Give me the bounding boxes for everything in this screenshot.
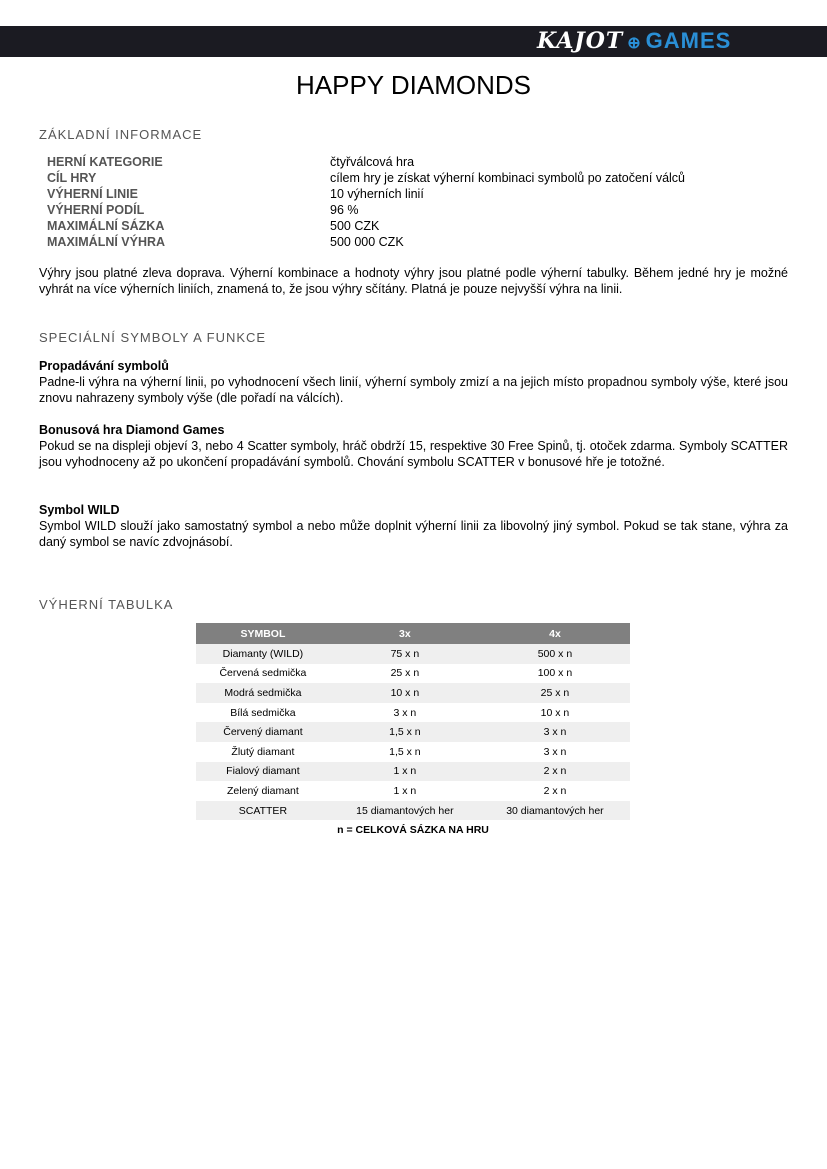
item-title: Bonusová hra Diamond Games bbox=[39, 423, 225, 437]
column-header: 3x bbox=[330, 623, 480, 644]
table-cell: 1,5 x n bbox=[330, 722, 480, 742]
info-row bbox=[47, 170, 685, 186]
table-row bbox=[196, 703, 630, 723]
paytable-note: n = CELKOVÁ SÁZKA NA HRU bbox=[337, 824, 489, 836]
table-cell: 10 x n bbox=[540, 706, 570, 719]
special-item bbox=[39, 358, 788, 406]
globe-icon: ⊕ bbox=[627, 35, 642, 52]
info-label: MAXIMÁLNÍ SÁZKA bbox=[47, 219, 165, 233]
special-item bbox=[39, 502, 788, 550]
table-row bbox=[196, 644, 630, 664]
table-cell: 1 x n bbox=[330, 762, 480, 782]
info-row bbox=[47, 154, 685, 170]
table-cell: Červený diamant bbox=[196, 722, 330, 742]
table-row bbox=[196, 762, 630, 782]
table-cell: 1 x n bbox=[393, 784, 417, 797]
table-cell: Fialový diamant bbox=[196, 762, 330, 782]
table-row bbox=[196, 664, 630, 684]
header-bar bbox=[0, 26, 827, 57]
table-cell: 500 x n bbox=[480, 644, 630, 664]
item-text: Pokud se na displeji objeví 3, nebo 4 Scatter symboly, hráč obdrží 15, respektive 30 Free Spinů, tj. otoček zdarma. Symboly SCATTER jsou vyhodnoceny až po ukončení propadávání symbolů. Chování symbolu SCATTER v bonusové hře je totožné. bbox=[39, 439, 788, 469]
item-text: Symbol WILD slouží jako samostatný symbol a nebo může doplnit výherní linii za libovolný jiný symbol. Pokud se tak stane, výhra za daný symbol se navíc zdvojnásobí. bbox=[39, 519, 788, 549]
info-value: cílem hry je získat výherní kombinaci symbolů po zatočení válců bbox=[330, 171, 686, 185]
info-label: CÍL HRY bbox=[47, 171, 97, 185]
table-cell: 75 x n bbox=[330, 644, 480, 664]
table-cell: Žlutý diamant bbox=[231, 745, 295, 758]
info-row bbox=[47, 234, 685, 250]
page-title: HAPPY DIAMONDS bbox=[295, 70, 531, 100]
table-cell: 10 x n bbox=[330, 683, 480, 703]
table-cell: 3 x n bbox=[393, 706, 417, 719]
info-value: 96 % bbox=[330, 203, 359, 217]
table-header-row bbox=[196, 623, 630, 644]
basic-info-table bbox=[47, 154, 685, 250]
info-label: VÝHERNÍ PODÍL bbox=[47, 203, 145, 217]
table-cell: 100 x n bbox=[537, 667, 573, 680]
info-row bbox=[47, 218, 685, 234]
item-text: Padne-li výhra na výherní linii, po vyhodnocení všech linií, výherní symboly zmizí a na jejich místo propadnou symboly výše, které jsou znovu nahrazeny symboly výše (dle pořadí na válcích). bbox=[39, 375, 788, 405]
table-cell: 3 x n bbox=[543, 745, 567, 758]
table-row bbox=[196, 742, 630, 762]
special-item bbox=[39, 422, 788, 470]
info-label: MAXIMÁLNÍ VÝHRA bbox=[47, 235, 166, 249]
item-title: Symbol WILD bbox=[39, 503, 120, 517]
info-row bbox=[47, 202, 685, 218]
table-cell: 30 diamantových her bbox=[480, 801, 630, 821]
table-cell: 3 x n bbox=[480, 722, 630, 742]
section-heading-special: SPECIÁLNÍ SYMBOLY A FUNKCE bbox=[39, 330, 267, 345]
table-cell: 2 x n bbox=[543, 784, 567, 797]
table-row bbox=[196, 781, 630, 801]
info-row bbox=[47, 186, 685, 202]
section-heading-basic: ZÁKLADNÍ INFORMACE bbox=[39, 127, 203, 142]
table-cell: 2 x n bbox=[480, 762, 630, 782]
item-title: Propadávání symbolů bbox=[39, 359, 169, 373]
table-cell: 25 x n bbox=[480, 683, 630, 703]
column-header: 4x bbox=[480, 623, 630, 644]
table-cell: Zelený diamant bbox=[227, 784, 299, 797]
table-cell: Červená sedmička bbox=[219, 667, 307, 680]
info-value: 500 CZK bbox=[330, 219, 380, 233]
info-value: čtyřválcová hra bbox=[330, 155, 415, 169]
table-row bbox=[196, 722, 630, 742]
table-cell: Bílá sedmička bbox=[230, 706, 296, 719]
kajot-games-logo bbox=[537, 28, 731, 54]
table-row bbox=[196, 801, 630, 821]
paytable bbox=[196, 623, 630, 820]
info-label: HERNÍ KATEGORIE bbox=[47, 155, 163, 169]
table-cell: 25 x n bbox=[390, 667, 420, 680]
table-cell: Modrá sedmička bbox=[196, 683, 330, 703]
section-heading-paytable: VÝHERNÍ TABULKA bbox=[39, 597, 174, 612]
logo-text-games: GAMES bbox=[645, 28, 732, 53]
info-value: 500 000 CZK bbox=[330, 235, 404, 249]
table-row bbox=[196, 683, 630, 703]
column-header: SYMBOL bbox=[196, 623, 330, 644]
table-cell: 15 diamantových her bbox=[330, 801, 480, 821]
table-cell: 1,5 x n bbox=[389, 745, 421, 758]
info-value: 10 výherních linií bbox=[330, 187, 424, 201]
basic-paragraph: Výhry jsou platné zleva doprava. Výherní kombinace a hodnoty výhry jsou platné podle výherní tabulky. Během jedné hry je možné vyhrát na více výherních liniích, znamená to, že jsou výhry sčítány. Platná je pouze nejvyšší výhra na linii. bbox=[39, 266, 788, 296]
table-cell: SCATTER bbox=[196, 801, 330, 821]
table-cell: Diamanty (WILD) bbox=[196, 644, 330, 664]
logo-text: KAJOT bbox=[537, 28, 624, 54]
info-label: VÝHERNÍ LINIE bbox=[47, 187, 138, 201]
